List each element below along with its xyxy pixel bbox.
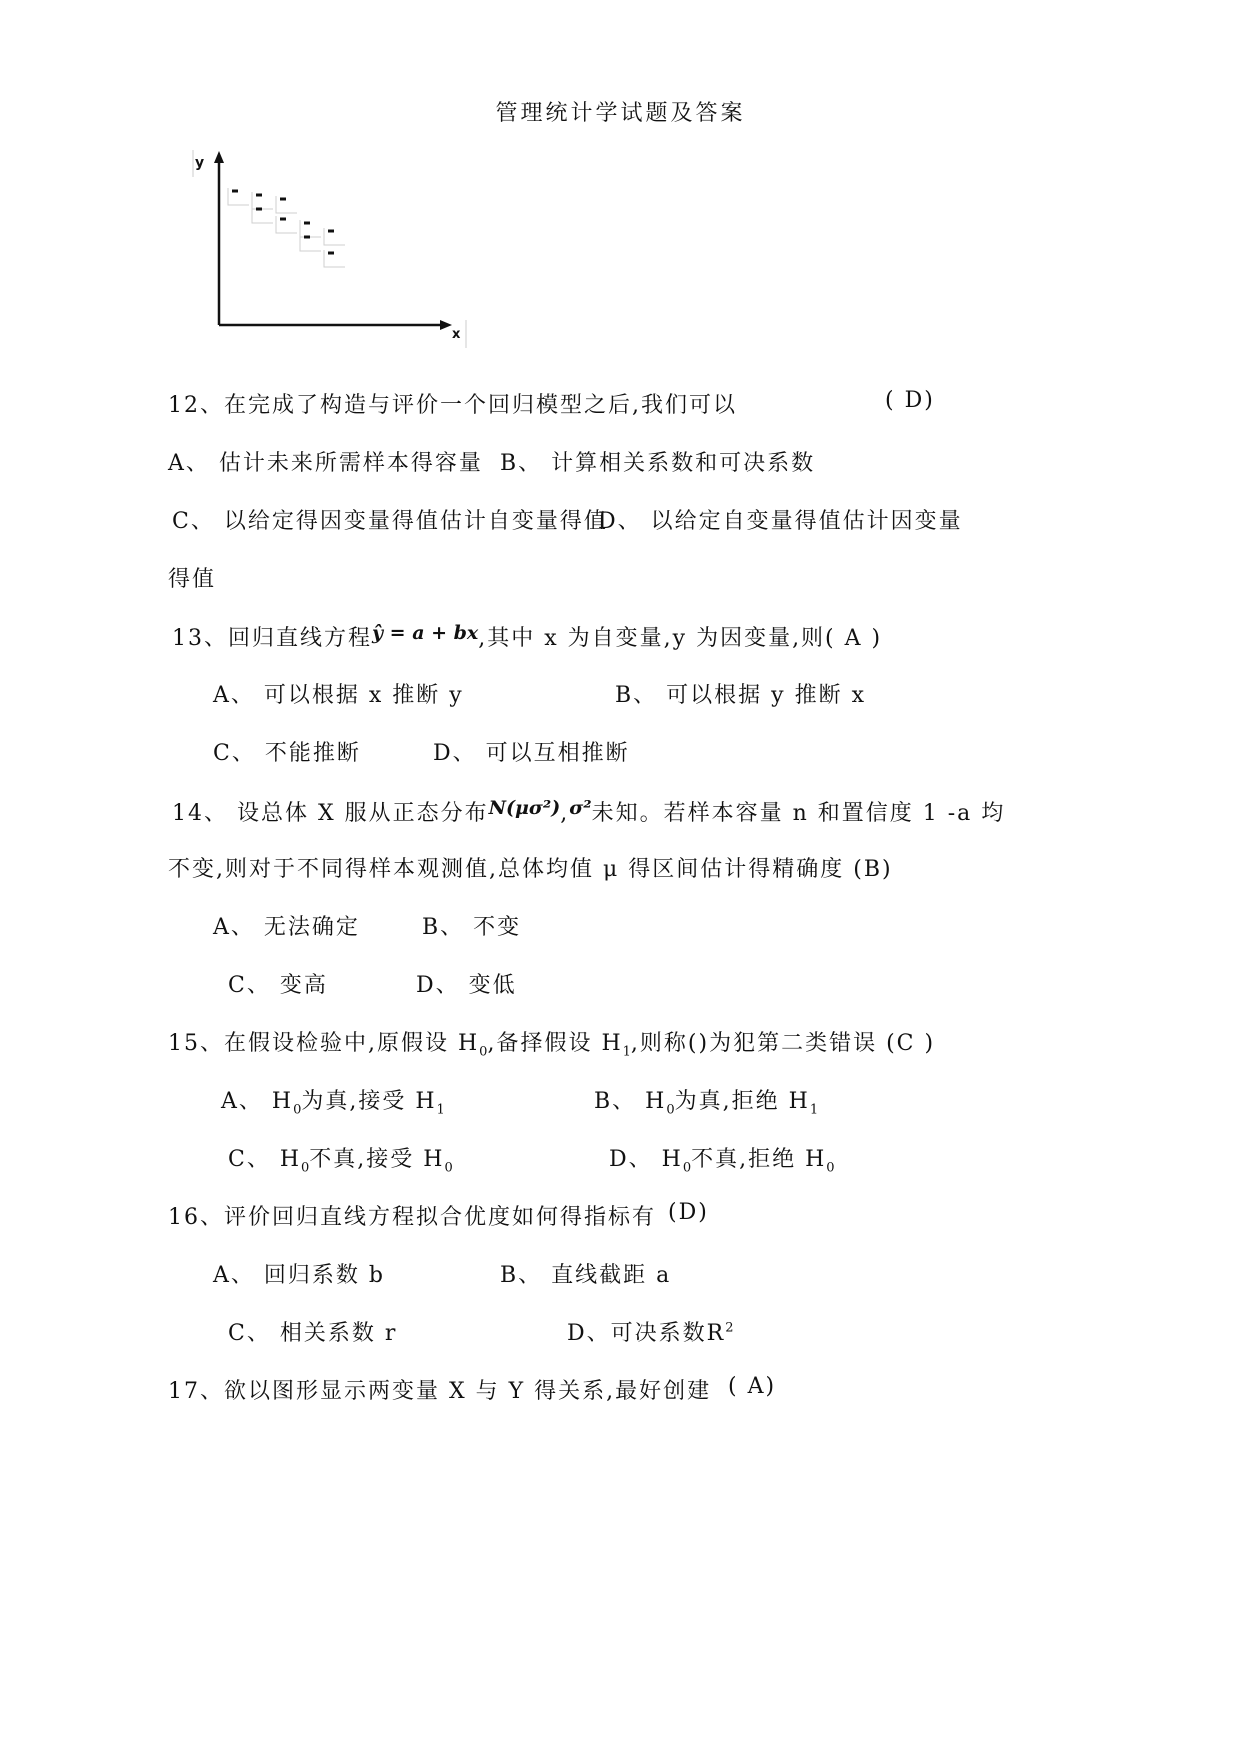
scatter-point-frame bbox=[324, 228, 345, 245]
q13-option-b: B、 可以根据 y 推断 x bbox=[615, 683, 866, 708]
scatter-point-frame bbox=[324, 250, 345, 267]
q14-formula-sigma: σ² bbox=[569, 797, 592, 819]
q13-option-c: C、 不能推断 bbox=[213, 741, 361, 766]
q16-option-a: A、 回归系数 b bbox=[213, 1263, 385, 1288]
q12-option-d: D、 以给定自变量得值估计因变量 bbox=[598, 509, 963, 534]
q14-stem bbox=[172, 796, 1005, 827]
q14-option-c: C、 变高 bbox=[228, 973, 328, 998]
q13-option-d: D、 可以互相推断 bbox=[433, 741, 630, 766]
x-axis-label: x bbox=[452, 327, 461, 342]
q13-stem-pre: 13、回归直线方程 bbox=[172, 626, 372, 651]
scatter-point-frame bbox=[228, 188, 249, 205]
q16-option-b: B、 直线截距 a bbox=[500, 1263, 672, 1288]
scatter-figure bbox=[190, 145, 480, 355]
q14-formula-normal: N(μσ²) bbox=[488, 797, 561, 819]
x-axis-arrow bbox=[440, 320, 452, 330]
q15-option-a: A、 $H_0$为真,接受 $H_1$ bbox=[221, 1089, 445, 1118]
q15-option-d: D、 $H_0$不真,拒绝 $H_0$ bbox=[609, 1147, 835, 1176]
q15-option-b: B、 $H_0$为真,拒绝 $H_1$ bbox=[594, 1089, 819, 1118]
scatter-point bbox=[232, 190, 238, 193]
scatter-point bbox=[256, 194, 262, 197]
q17-answer: ( A) bbox=[728, 1374, 777, 1399]
scatter-point-frame bbox=[276, 216, 297, 233]
scatter-point bbox=[304, 222, 310, 225]
q12-option-a: A、 估计未来所需样本得容量 bbox=[168, 451, 483, 476]
scatter-point bbox=[280, 218, 286, 221]
q14-stem-line2: 不变,则对于不同得样本观测值,总体均值 μ 得区间估计得精确度 (B) bbox=[168, 857, 893, 882]
q14-stem-post: 未知。若样本容量 n 和置信度 1 -a 均 bbox=[591, 801, 1006, 826]
scatter-point-frame bbox=[276, 196, 297, 213]
scatter-points bbox=[228, 188, 345, 267]
q12-option-c: C、 以给定得因变量得值估计自变量得值 bbox=[172, 509, 608, 534]
scatter-point bbox=[328, 252, 334, 255]
scatter-point-frame bbox=[300, 220, 321, 237]
q15-stem: 15、在假设检验中,原假设 $H_0$,备择假设 $H_1$,则称()为犯第二类错误 (C ) bbox=[168, 1031, 936, 1060]
q16-stem: 16、评价回归直线方程拟合优度如何得指标有 bbox=[168, 1205, 656, 1230]
q16-option-d: D、可决系数$R^2$ bbox=[567, 1320, 734, 1346]
q13-option-a: A、 可以根据 x 推断 y bbox=[213, 683, 464, 708]
q14-option-d: D、 变低 bbox=[416, 973, 517, 998]
q12-option-d-cont: 得值 bbox=[168, 567, 217, 592]
scatter-point bbox=[256, 208, 262, 211]
q14-option-b: B、 不变 bbox=[422, 915, 522, 940]
q14-option-a: A、 无法确定 bbox=[213, 915, 360, 940]
y-axis-arrow bbox=[214, 151, 224, 163]
q16-option-c: C、 相关系数 r bbox=[228, 1321, 398, 1346]
q12-option-b: B、 计算相关系数和可决系数 bbox=[500, 451, 816, 476]
scatter-point bbox=[280, 198, 286, 201]
q17-stem: 17、欲以图形显示两变量 X 与 Y 得关系,最好创建 bbox=[168, 1379, 712, 1404]
page-title: 管理统计学试题及答案 bbox=[495, 101, 746, 126]
q16-answer: (D) bbox=[668, 1200, 709, 1225]
scatter-point-frame bbox=[252, 192, 273, 209]
q12-stem: 12、在完成了构造与评价一个回归模型之后,我们可以 bbox=[168, 393, 737, 418]
q13-stem-post: ,其中 x 为自变量,y 为因变量,则( A ) bbox=[478, 626, 883, 651]
q13-stem bbox=[172, 621, 882, 652]
q13-formula: ŷ = a + bx bbox=[372, 622, 479, 644]
scatter-point bbox=[328, 230, 334, 233]
q14-comma: , bbox=[560, 801, 570, 826]
y-axis-label: y bbox=[195, 155, 205, 171]
q15-option-c: C、 $H_0$不真,接受 $H_0$ bbox=[228, 1147, 453, 1176]
scatter-point bbox=[304, 236, 310, 239]
q14-stem-pre: 14、 设总体 X 服从正态分布 bbox=[172, 801, 489, 826]
q12-answer: ( D) bbox=[885, 388, 935, 413]
